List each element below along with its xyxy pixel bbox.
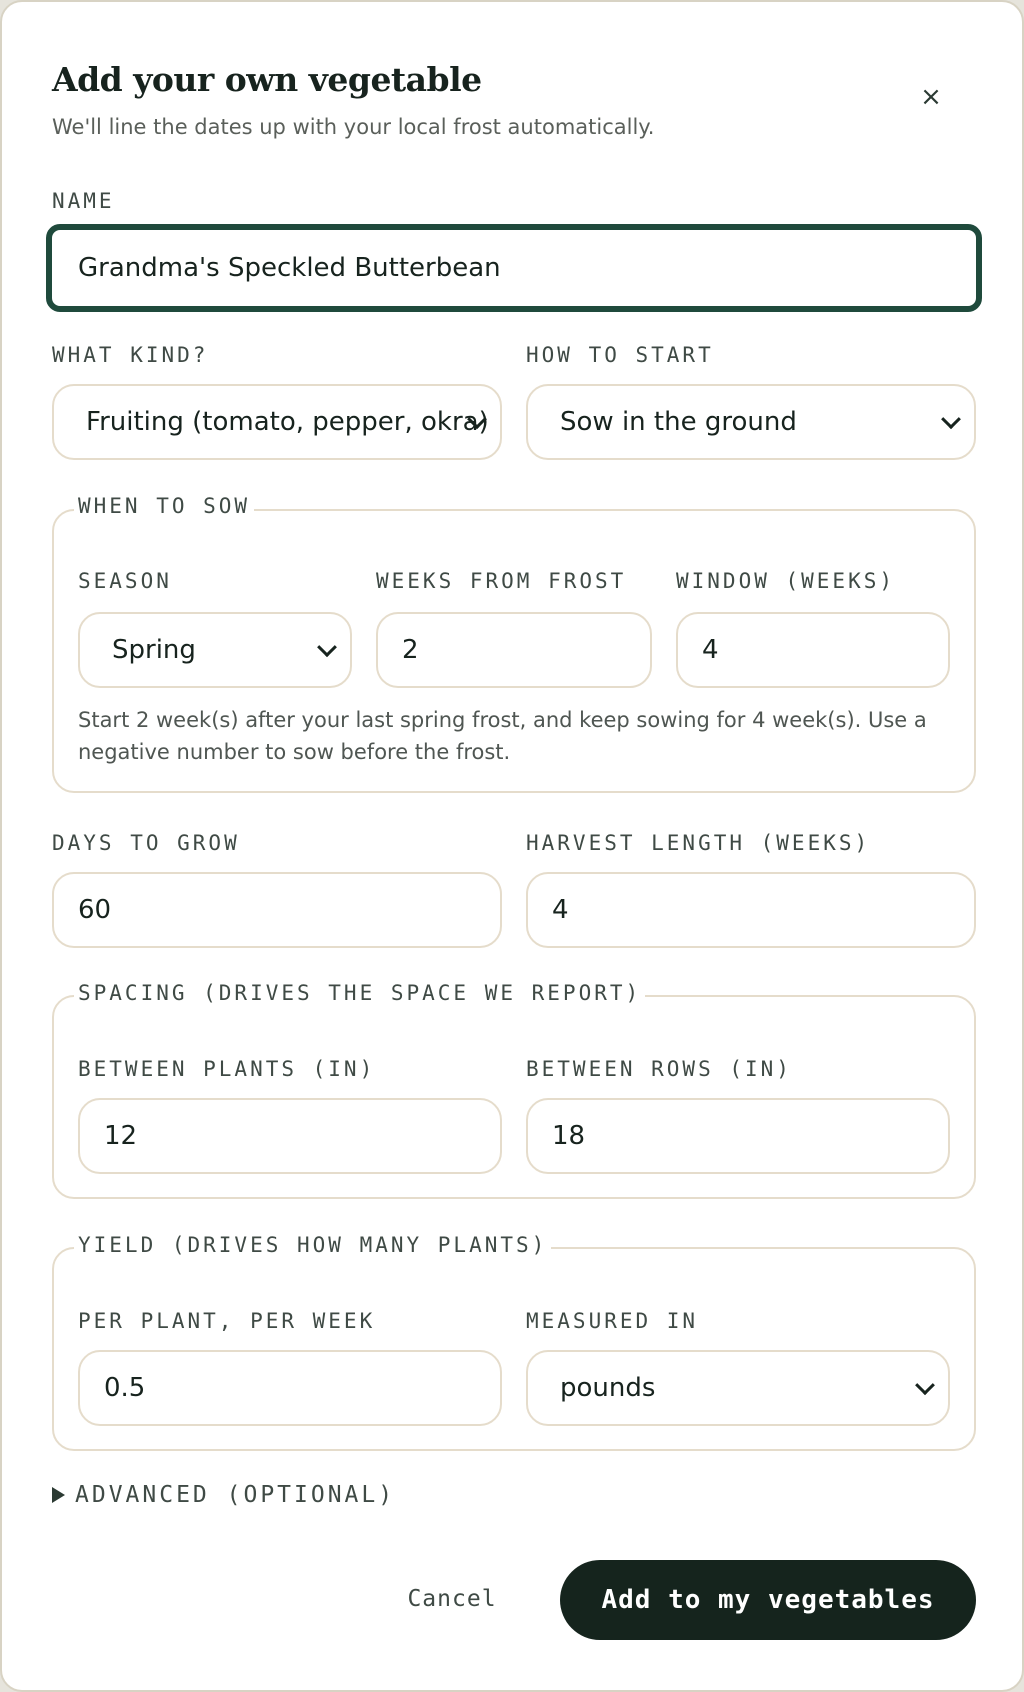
sowing-hint: Start 2 week(s) after your last spring frost, and keep sowing for 4 week(s). Use a negative number to sow before the frost. <box>78 708 927 764</box>
chevron-down-icon <box>317 637 337 657</box>
measured-in-label: MEASURED IN <box>526 1309 699 1333</box>
start-label: HOW TO START <box>526 343 714 367</box>
days-to-grow-input[interactable] <box>52 872 502 948</box>
window-weeks-input[interactable] <box>676 612 950 688</box>
days-to-grow-value: 60 <box>78 895 112 925</box>
yield-legend: YIELD (DRIVES HOW MANY PLANTS) <box>74 1233 551 1257</box>
weeks-from-frost-label: WEEKS FROM FROST <box>376 569 627 593</box>
days-to-grow-label: DAYS TO GROW <box>52 831 240 855</box>
kind-select[interactable] <box>52 384 502 460</box>
spacing-legend: SPACING (DRIVES THE SPACE WE REPORT) <box>74 981 645 1005</box>
per-plant-input[interactable] <box>78 1350 502 1426</box>
measured-in-select-value: pounds <box>560 1373 656 1403</box>
dialog-title: Add your own vegetable <box>52 60 482 99</box>
when-to-sow-legend: WHEN TO SOW <box>74 494 254 518</box>
kind-select-value: Fruiting (tomato, pepper, okra) <box>86 407 489 437</box>
season-select[interactable] <box>78 612 352 688</box>
advanced-label: ADVANCED (OPTIONAL) <box>75 1482 396 1508</box>
between-rows-value: 18 <box>552 1121 586 1151</box>
name-label: NAME <box>52 189 115 213</box>
window-weeks-value: 4 <box>702 635 719 665</box>
name-input[interactable] <box>46 224 982 312</box>
kind-label: WHAT KIND? <box>52 343 209 367</box>
season-select-value: Spring <box>112 635 196 665</box>
per-plant-value: 0.5 <box>104 1373 146 1403</box>
advanced-toggle[interactable] <box>52 1482 395 1508</box>
harvest-length-input[interactable] <box>526 872 976 948</box>
measured-in-select[interactable] <box>526 1350 950 1426</box>
add-to-vegetables-button[interactable]: Add to my vegetables <box>560 1560 976 1640</box>
weeks-from-frost-input[interactable] <box>376 612 652 688</box>
between-plants-label: BETWEEN PLANTS (IN) <box>78 1057 376 1081</box>
cancel-button[interactable]: Cancel <box>384 1572 520 1626</box>
season-label: SEASON <box>78 569 172 593</box>
harvest-length-label: HARVEST LENGTH (WEEKS) <box>526 831 871 855</box>
chevron-down-icon <box>941 409 961 429</box>
disclosure-triangle-icon <box>52 1487 65 1503</box>
between-plants-value: 12 <box>104 1121 138 1151</box>
start-select-value: Sow in the ground <box>560 407 797 437</box>
harvest-length-value: 4 <box>552 895 569 925</box>
name-input-value: Grandma's Speckled Butterbean <box>78 253 501 283</box>
between-rows-label: BETWEEN ROWS (IN) <box>526 1057 792 1081</box>
between-plants-input[interactable] <box>78 1098 502 1174</box>
window-weeks-label: WINDOW (WEEKS) <box>676 569 896 593</box>
dialog-subtitle: We'll line the dates up with your local frost automatically. <box>52 115 655 139</box>
weeks-from-frost-value: 2 <box>402 635 419 665</box>
per-plant-label: PER PLANT, PER WEEK <box>78 1309 376 1333</box>
start-select[interactable] <box>526 384 976 460</box>
between-rows-input[interactable] <box>526 1098 950 1174</box>
chevron-down-icon <box>915 1375 935 1395</box>
close-icon[interactable]: × <box>920 82 942 112</box>
